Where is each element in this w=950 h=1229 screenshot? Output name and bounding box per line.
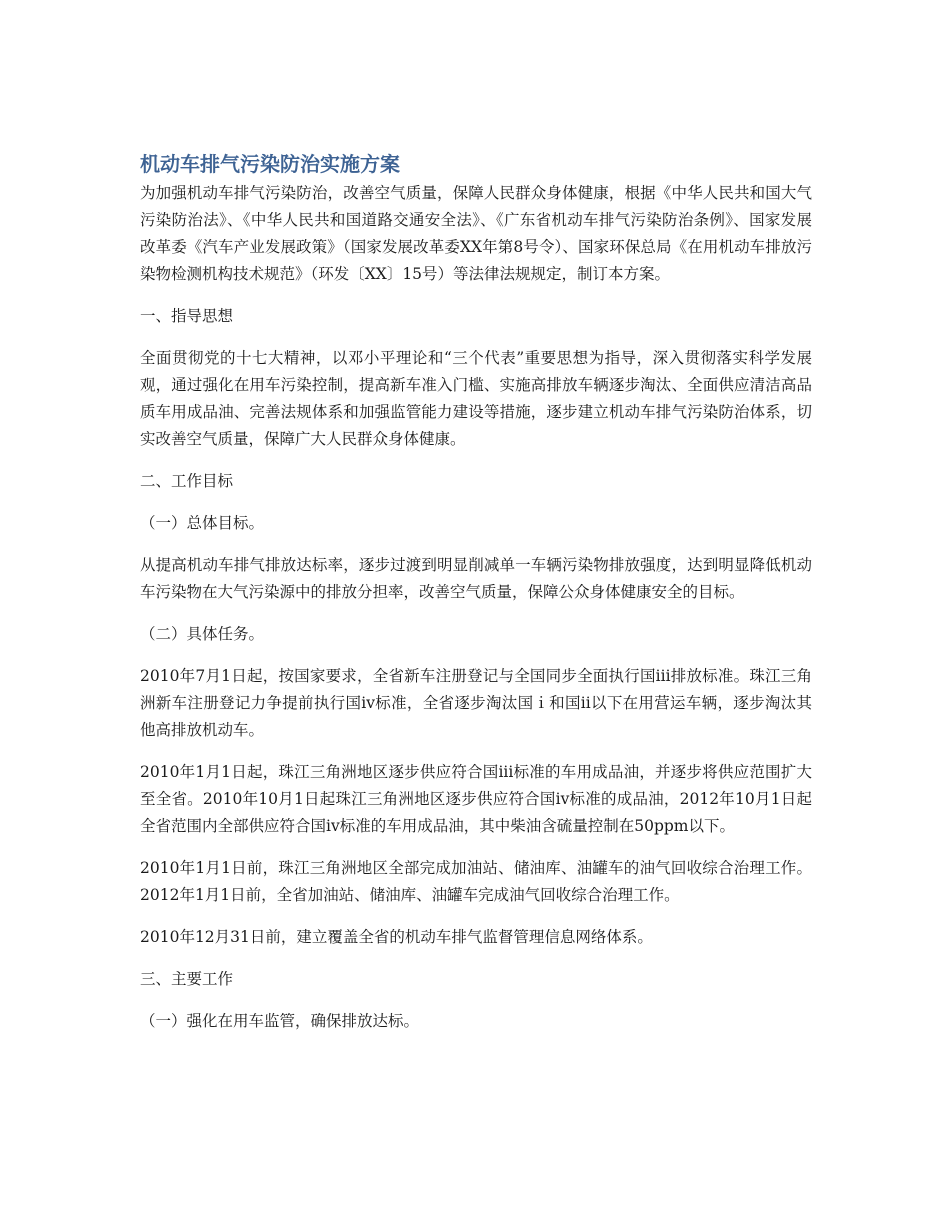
task-paragraph-emission-standard: 2010年7月1日起，按国家要求，全省新车注册登记与全国同步全面执行国iii排放标准。珠江三角洲新车注册登记力争提前执行国iv标准，全省逐步淘汰国ｉ和国ii以下在用营运车辆，逐步淘汰其他高排放机动车。	[140, 667, 812, 739]
task-paragraph-monitoring-network: 2010年12月31日前，建立覆盖全省的机动车排气监督管理信息网络体系。	[140, 928, 653, 946]
document-title: 机动车排气污染防治实施方案	[140, 152, 400, 176]
section-heading-work-goals: 二、工作目标	[140, 472, 234, 490]
subheading-overall-goal: （一）总体目标。	[140, 514, 265, 532]
subheading-specific-tasks: （二）具体任务。	[140, 625, 265, 643]
subheading-in-use-vehicle-supervision: （一）强化在用车监管，确保排放达标。	[140, 1012, 420, 1030]
section-heading-main-work: 三、主要工作	[140, 970, 234, 988]
overall-goal-paragraph: 从提高机动车排气排放达标率，逐步过渡到明显削减单一车辆污染物排放强度，达到明显降低机动车污染物在大气污染源中的排放分担率，改善空气质量，保障公众身体健康安全的目标。	[140, 556, 812, 601]
guiding-ideology-paragraph: 全面贯彻党的十七大精神，以邓小平理论和“三个代表”重要思想为指导，深入贯彻落实科学发展观，通过强化在用车污染控制，提高新车准入门槛、实施高排放车辆逐步淘汰、全面供应清洁高品质车用成品油、完善法规体系和加强监管能力建设等措施，逐步建立机动车排气污染防治体系，切实改善空气质量，保障广大人民群众身体健康。	[140, 349, 812, 448]
task-paragraph-fuel-supply: 2010年1月1日起，珠江三角洲地区逐步供应符合国iii标准的车用成品油，并逐步将供应范围扩大至全省。2010年10月1日起珠江三角洲地区逐步供应符合国iv标准的成品油，2012年10月1日起全省范围内全部供应符合国iv标准的车用成品油，其中柴油含硫量控制在50ppm以下。	[140, 763, 812, 835]
intro-paragraph: 为加强机动车排气污染防治，改善空气质量，保障人民群众身体健康，根据《中华人民共和国大气污染防治法》、《中华人民共和国道路交通安全法》、《广东省机动车排气污染防治条例》、国家发展改革委《汽车产业发展政策》（国家发展改革委XX年第8号令）、国家环保总局《在用机动车排放污染物检测机构技术规范》（环发〔XX〕15号）等法律法规规定，制订本方案。	[140, 184, 812, 283]
document-page	[140, 148, 812, 1050]
section-heading-guiding-ideology: 一、指导思想	[140, 307, 234, 325]
task-paragraph-vapor-recovery: 2010年1月1日前，珠江三角洲地区全部完成加油站、储油库、油罐车的油气回收综合治理工作。2012年1月1日前，全省加油站、储油库、油罐车完成油气回收综合治理工作。	[140, 859, 812, 904]
